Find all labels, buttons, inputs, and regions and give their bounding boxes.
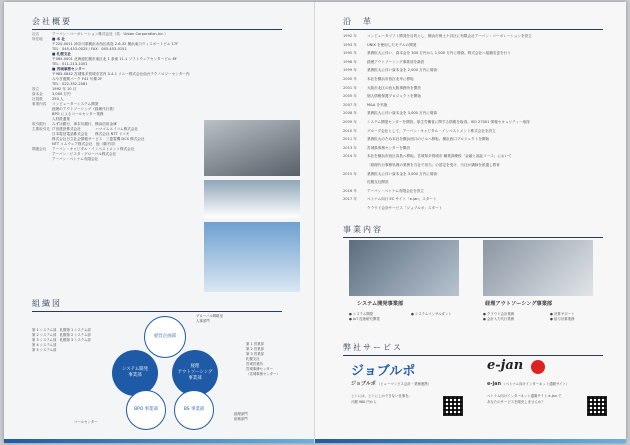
org-dept-item: 第 2 システム部 札幌第 2 システム部: [32, 333, 91, 337]
org-title: 組織図: [32, 298, 282, 312]
jobrepo-name: ジョブルポ: [351, 381, 376, 387]
org-dept-item: 宮城営業所: [246, 362, 263, 366]
business-item: ● IoT 技術研究開発: [349, 317, 380, 321]
history-row-value: ベトナム向け EC サイト「e-jan」スタート: [367, 197, 437, 202]
history-row: [343, 109, 613, 118]
jobrepo-desc2: 月額 980 円から: [351, 400, 377, 404]
profile-row-value: 〒065-0001 北海道札幌市東区北 1 条東 11-1 ソフトウェアセンタービル 6F: [52, 57, 177, 61]
profile-title: 会社概要: [32, 16, 282, 30]
profile-row-key: 社員数: [32, 97, 43, 101]
history-row-value: 個人情報保護プロジェクトを開始: [367, 94, 421, 99]
profile-row-value: アーバン・コーポレーション株式会社（英：Urban Corporation,Inc.）: [52, 32, 168, 36]
history-title: 沿 革: [343, 16, 603, 30]
history-row-value: システム開発センターを開設。厚生労働省に関する情報を取得。ISO 27001 情報セキュリティー取得: [367, 119, 530, 124]
building-photo: [204, 222, 300, 292]
org-system-list: [32, 328, 91, 353]
business-item: ● 決算サポート: [550, 312, 575, 316]
profile-row-value: ■ 札幌支社: [52, 52, 72, 56]
profile-row-key: [32, 157, 52, 162]
history-row-value: 業務拡大に伴い資本金を 3,000 万円に増資: [367, 171, 438, 176]
org-topright-list: [196, 314, 223, 324]
history-row: [343, 75, 613, 84]
business-title: 事業内容: [343, 224, 603, 238]
org-dept-item: 人事部門: [196, 319, 210, 323]
right-page: [315, 2, 626, 443]
history-row-key: [343, 204, 367, 213]
org-dept-item: 第 2 営業部: [246, 347, 264, 351]
org-dept-item: 第 4 システム部: [32, 343, 57, 347]
ejan-desc3: あなたのサービスを販売しませんか？: [487, 400, 545, 404]
lobby-photo: [204, 120, 300, 176]
history-row: [343, 49, 613, 58]
history-row-value: 本社を横浜市西区高島へ移転。宮城県多賀城市 職業訓練校「金融と福祉コース」において: [367, 154, 512, 159]
history-row: [343, 187, 613, 196]
profile-row-key: 主要取引先: [32, 127, 50, 131]
history-row-key: 2016 年: [343, 188, 357, 193]
system-dev-photo: [349, 240, 459, 296]
jobrepo-desc1: ヒトには、ヒトにしかできない仕事を。: [351, 394, 413, 398]
org-dept-item: 札幌支社: [246, 357, 260, 361]
profile-row-key: 設立: [32, 87, 40, 91]
ejan-logo: e-jan: [487, 358, 524, 373]
history-row-value: 札幌支社開設: [367, 180, 389, 185]
profile-row-value: コンピューターシステム開発: [52, 102, 99, 106]
business-item: ● システムコンサルタント: [411, 312, 452, 316]
history-row: [343, 204, 613, 213]
profile-row-value: 1992 年 10 月: [52, 87, 77, 91]
profile-row-value: TEL：022-352-2581: [52, 82, 88, 86]
history-row-key: 2010 年: [343, 128, 357, 133]
profile-row-value: 経理のアウトソーシング（経理代行業）: [52, 107, 117, 111]
profile-row-value: 株式会社日立社会情報サービス 三菱電機 DCS 株式会社: [52, 137, 145, 141]
jobrepo-qr-code[interactable]: [443, 396, 463, 416]
business-item: ● システム開発: [349, 312, 374, 316]
history-row: [343, 144, 613, 153]
profile-row-key: 事業内容: [32, 102, 47, 106]
history-row: [343, 135, 613, 144]
profile-row-value: 人材派遣業: [52, 117, 70, 121]
history-row-key: 1995 年: [343, 51, 357, 56]
history-row-value: 業務拡大に伴い資本金を 2,000 万円に増資: [367, 68, 438, 73]
brochure-spread: [4, 2, 626, 443]
profile-row-value: 戸田建設株式会社 ハマゴムエイコム株式会社: [52, 127, 139, 131]
accounting-items: [483, 312, 613, 322]
profile-row-value: NTT コムウェア株式会社 他（順不同）: [52, 142, 118, 146]
jobrepo-logo: ジョブルポ: [351, 364, 416, 379]
history-row: [343, 32, 613, 41]
profile-row-value: みやぎ復興パーク F41 号棟 2F: [52, 77, 103, 81]
history-row-key: 2011 年: [343, 137, 357, 142]
history-row-key: [343, 161, 367, 170]
ejan-name: e-jan: [487, 381, 502, 387]
org-dept-item: 宮城事務センター: [246, 367, 273, 371]
business-item: ● クラウド会計業務: [483, 312, 515, 316]
history-row-key: 2000 年: [343, 76, 357, 81]
history-row-key: 1993 年: [343, 42, 357, 47]
org-dept-item: 第 5 システム部: [32, 348, 57, 352]
history-row-key: 2001 年: [343, 85, 357, 90]
history-row-key: 1998 年: [343, 59, 357, 64]
org-dept-item: 総務部門: [234, 417, 248, 421]
history-row-key: 2015 年: [343, 171, 357, 176]
system-dev-label: システム開発事業部: [357, 301, 404, 307]
business-item: ● 会計入力代行業務: [483, 317, 515, 321]
history-row: [343, 92, 613, 101]
org-dept-item: （宮城事務センター）: [246, 372, 280, 376]
org-dept-item: グローバル戦略室: [196, 314, 223, 318]
profile-row-value: アーバン・ビスタ・グローバル株式会社: [52, 152, 117, 156]
history-row-value: グループ会社として、アーバン・キャピタル・インベストメント株式会社を設立: [367, 128, 496, 133]
profile-row-value: 〒985-0842 宮城県多賀城市宮内 3-4-1 ソニー株式会社仙台テクノロジーセンター内: [52, 72, 190, 76]
profile-row-value: 日本電信電話株式会社 株式会社 NTT ドコモ: [52, 132, 130, 136]
history-row-key: 2013 年: [343, 145, 357, 150]
history-row-value: 業務拡大のため本社を横浜西口のビルへ移転。横浜西口プロジェクトを開始: [367, 137, 490, 142]
history-row-key: 2017 年: [343, 197, 357, 202]
org-dept-item: 第 1 営業部: [246, 342, 264, 346]
jobrepo-sub: （ヒューマンビス会計・業務連携）: [376, 382, 432, 386]
history-row-value: クラウド会計サービス「ジョブルポ」スタート: [367, 205, 443, 210]
org-admin-list: [234, 412, 248, 422]
history-row: [343, 170, 613, 179]
profile-row-value: ■ 宮城事務センター: [52, 67, 86, 71]
profile-row-key: 資本金: [32, 92, 43, 96]
history-row-value: M&A を実施: [367, 102, 388, 107]
history-row: [343, 41, 613, 50]
profile-row-value: アーバン・ベトナム有限会社: [52, 157, 99, 161]
org-dept-item: 第 3 システム部 札幌第 3 システム部: [32, 338, 91, 342]
ejan-name-line: [487, 382, 569, 387]
left-bottom-stripe: [4, 439, 314, 443]
history-row: [343, 118, 613, 127]
org-dept-item: 第 1 システム部 札幌第 1 システム部: [32, 328, 91, 332]
right-bottom-stripe: [315, 439, 626, 443]
history-row-value: 本社を横浜市西区北幸に移転: [367, 76, 414, 81]
profile-row-value: アーバン・キャピタル・インベストメント株式会社: [52, 147, 135, 151]
history-row-key: 1992 年: [343, 34, 357, 38]
profile-row-value: ■ 本 社: [52, 37, 66, 41]
history-row-key: [343, 178, 367, 187]
history-row: [343, 161, 613, 170]
ejan-qr-code[interactable]: [587, 396, 607, 416]
jobrepo-name-line: [351, 382, 431, 387]
history-row: [343, 58, 613, 67]
services-title: 弊社サービス: [343, 342, 603, 356]
history-table: [343, 32, 613, 212]
history-row: [343, 195, 613, 204]
history-row-key: 2009 年: [343, 119, 357, 124]
profile-row-value: BPO によるコールセンター業務: [52, 112, 104, 116]
history-row: [343, 66, 613, 75]
business-item: ● 給与計算業務: [550, 317, 575, 321]
accounting-photo: [483, 240, 593, 296]
org-sales-list: [246, 342, 280, 377]
history-row-value: 「経理代行事務処理の業務を当社で担当」の認定を受け、当社が講師を派遣し教育: [367, 162, 500, 167]
ejan-sun-icon: [531, 360, 545, 374]
history-row-value: 宮城県事務センターを開設: [367, 145, 410, 150]
history-row: [343, 127, 613, 136]
history-row: [343, 101, 613, 110]
office-photo: [204, 180, 300, 218]
org-bs-circle: BS 事業部: [174, 390, 214, 430]
history-row-value: 業務拡大に伴い資本金を 3,000 万円に増資: [367, 111, 438, 116]
org-system-circle: システム開発 事業部: [112, 350, 158, 396]
profile-row-value: TEL：045-453-0025 / FAX：045-453-0151: [52, 47, 127, 51]
ejan-sub: （ベトナム向けインターネット通販サイト）: [502, 382, 570, 386]
accounting-label: 経理アウトソーシング事業部: [485, 301, 553, 307]
history-row: [343, 178, 613, 187]
history-row-key: 2008 年: [343, 111, 357, 116]
history-row-value: アーバン・ベトナム有限会社を設立: [367, 188, 425, 193]
history-row: [343, 84, 613, 93]
profile-row-key: 取引銀行: [32, 122, 47, 126]
system-dev-items: [349, 312, 469, 322]
org-callcenter: コールセンター: [74, 420, 98, 424]
profile-row: [32, 157, 232, 162]
profile-row-value: 3,000 万円: [52, 92, 71, 96]
profile-row-key: 関連会社: [32, 147, 47, 151]
profile-row-value: TEL：011-213-1001: [52, 62, 88, 66]
org-chart: [24, 312, 294, 432]
history-row: [343, 152, 613, 161]
history-row-key: 2005 年: [343, 94, 357, 99]
org-management-circle: 経営企画部: [144, 316, 186, 358]
profile-row-key: 所在地: [32, 37, 43, 41]
history-row-value: 経理アウトソーシング事業部を新設: [367, 59, 425, 64]
history-row-value: コンピュータソフト開発を目的とし、横浜市保土ケ谷区に有限会社アーバン・コーポレーションを設立: [367, 34, 532, 38]
ejan-desc2: ベトナム向けインターネット通販サイト e-jan で: [487, 394, 562, 398]
org-bpo-circle: BPO 事業部: [126, 390, 166, 430]
history-row-value: UNIX を使用したモデルの開発: [367, 42, 417, 47]
history-row-value: 大阪市北区の西大阪事務所を開設: [367, 85, 421, 90]
org-accounting-circle: 経理 アウトソーシング 事業部: [172, 350, 218, 396]
left-page: [4, 2, 315, 443]
history-row-key: 2014 年: [343, 154, 357, 159]
history-row-key: 2007 年: [343, 102, 357, 107]
profile-row-value: 〒220-0011 神奈川県横浜市西区高島 2-6-32 横浜東口ウィスポートビル 17F: [52, 42, 179, 46]
profile-row-value: みずほ銀行、神奈川銀行、横浜信用金庫: [52, 122, 117, 126]
profile-table: [32, 32, 232, 162]
org-dept-item: 経理部門: [234, 412, 248, 416]
history-row-value: 業務拡大に伴い、資本金を 300 万円から 1,000 万円に増資。株式会社へ組織変更を行う: [367, 51, 511, 56]
profile-row-key: 社名: [32, 32, 40, 36]
profile-row-value: 250 人: [52, 97, 64, 101]
org-dept-item: 第 3 営業部: [246, 352, 264, 356]
history-row-key: 1999 年: [343, 68, 357, 73]
